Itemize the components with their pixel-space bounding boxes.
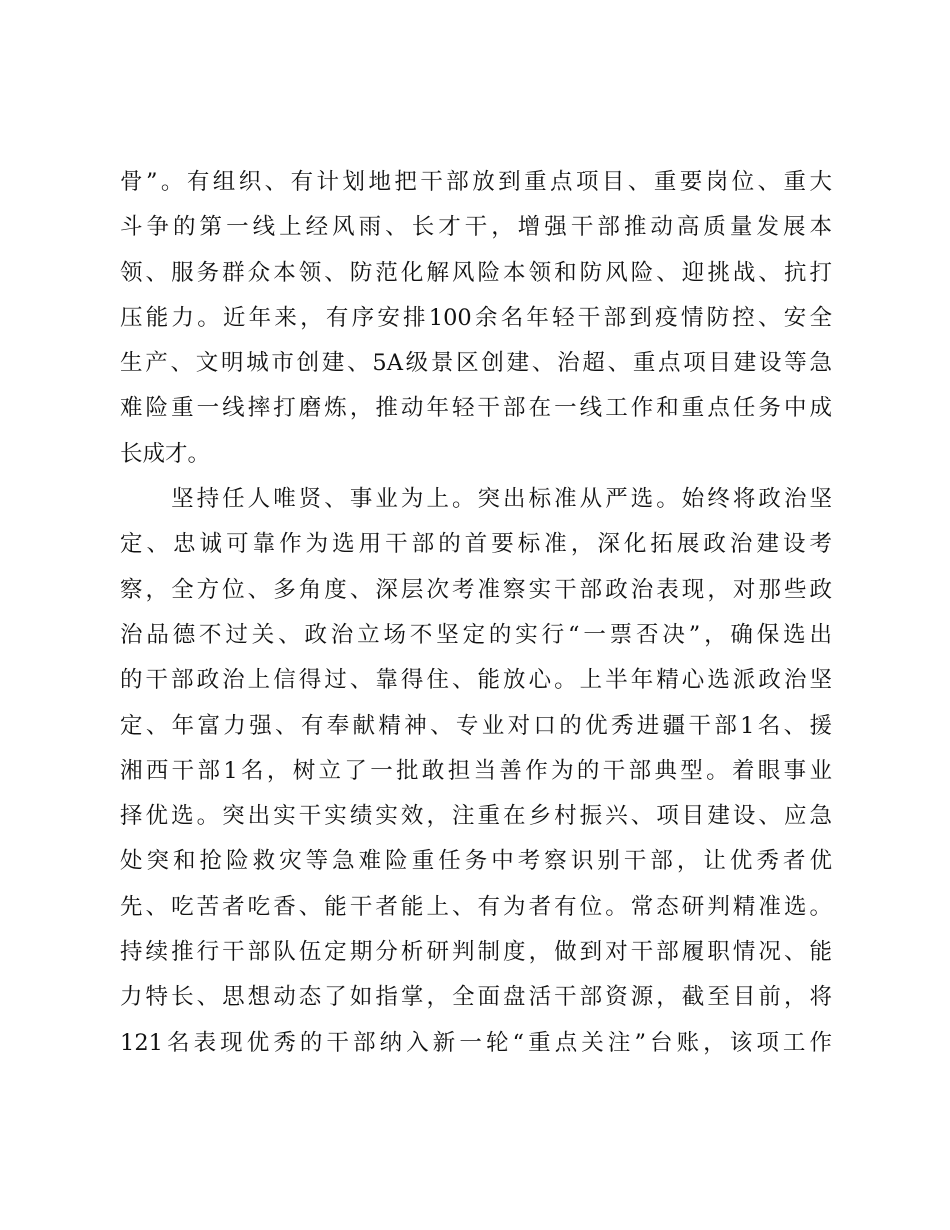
text-line: 力特长、思想动态了如指掌，全面盘活干部资源，截至目前，将 [120,984,832,1011]
text-line: 斗争的第一线上经风雨、长才干，增强干部推动高质量发展本 [120,214,832,241]
text-line: 的干部政治上信得过、靠得住、能放心。上半年精心选派政治坚 [120,667,832,694]
text-line: 治品德不过关、政治立场不坚定的实行“一票否决”，确保选出 [120,621,832,648]
text-line: 难险重一线摔打磨炼，推动年轻干部在一线工作和重点任务中成 [120,395,832,422]
text-line: 领、服务群众本领、防范化解风险本领和防风险、迎挑战、抗打 [120,259,832,286]
text-line: 121名表现优秀的干部纳入新一轮“重点关注”台账，该项工作 [120,1029,832,1056]
text-line: 察，全方位、多角度、深层次考准察实干部政治表现，对那些政 [120,576,832,603]
paragraph-start-line: 坚持任人唯贤、事业为上。突出标准从严选。始终将政治坚 [120,486,832,513]
text-line: 生产、文明城市创建、5A级景区创建、治超、重点项目建设等急 [120,350,832,377]
body-text [120,160,832,1066]
text-line: 择优选。突出实干实绩实效，注重在乡村振兴、项目建设、应急 [120,803,832,830]
text-line: 压能力。近年来，有序安排100余名年轻干部到疫情防控、安全 [120,304,832,331]
text-line: 骨”。有组织、有计划地把干部放到重点项目、重要岗位、重大 [120,169,832,195]
text-line: 定、忠诚可靠作为选用干部的首要标准，深化拓展政治建设考 [120,531,832,558]
text-line: 先、吃苦者吃香、能干者能上、有为者有位。常态研判精准选。 [120,893,832,920]
text-line: 定、年富力强、有奉献精神、专业对口的优秀进疆干部1名、援 [120,712,832,739]
text-line: 处突和抢险救灾等急难险重任务中考察识别干部，让优秀者优 [120,848,832,875]
text-line: 持续推行干部队伍定期分析研判制度，做到对干部履职情况、能 [120,939,832,966]
text-line: 湘西干部1名，树立了一批敢担当善作为的干部典型。着眼事业 [120,757,832,784]
paragraph-end-line: 长成才。 [120,440,211,467]
